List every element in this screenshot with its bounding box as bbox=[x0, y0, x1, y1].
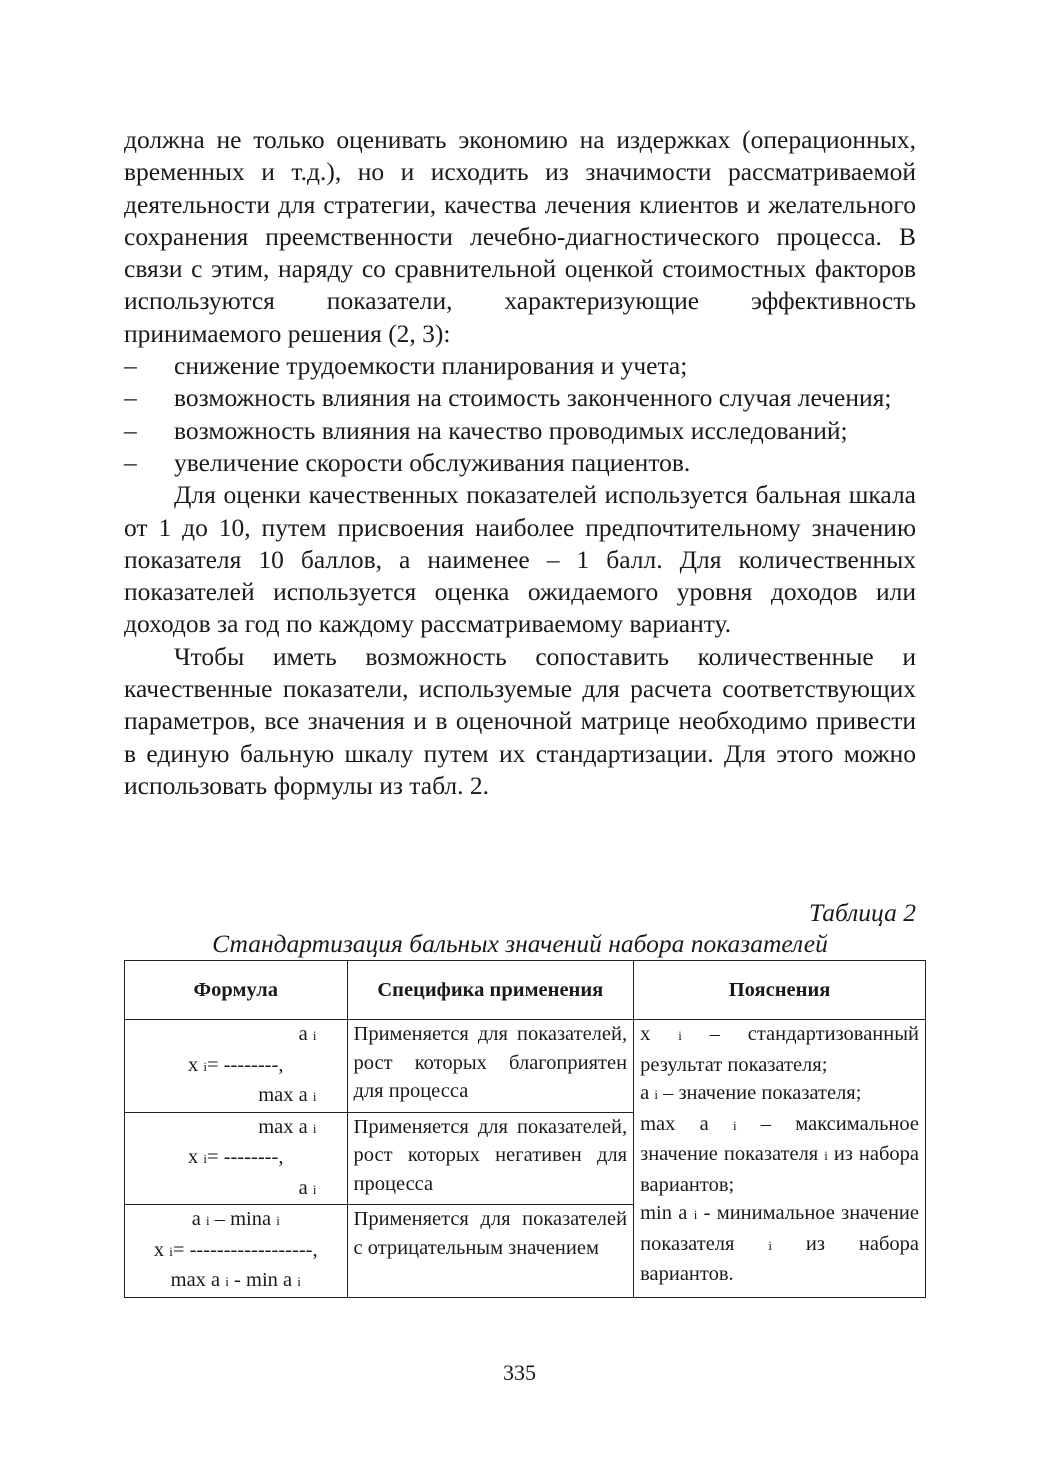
explanation-item: a i – значение показателя; bbox=[640, 1082, 862, 1104]
formula-lhs: x i= --------, bbox=[188, 1053, 284, 1076]
formula-lhs: x i= ------------------, bbox=[153, 1238, 318, 1261]
bullet-item bbox=[124, 350, 916, 382]
bullet-text: возможность влияния на стоимость законченного случая лечения; bbox=[174, 383, 892, 413]
usage-cell: Применяется для показателей, рост которых негативен для процесса bbox=[347, 1112, 634, 1205]
bullet-item bbox=[124, 382, 916, 414]
bullet-text: увеличение скорости обслуживания пациентов. bbox=[174, 447, 691, 477]
page-content bbox=[124, 124, 920, 1291]
explanations-cell bbox=[634, 1020, 926, 1298]
formula-numerator: a i – mina i bbox=[191, 1208, 280, 1230]
formula-denominator: a i bbox=[298, 1176, 317, 1199]
formula-cell bbox=[125, 1112, 348, 1205]
page-number: 335 bbox=[503, 1360, 536, 1385]
explanation-item: max a i – максимальное значение показателя i из набора вариантов; bbox=[640, 1112, 919, 1196]
header-explanations: Пояснения bbox=[634, 961, 926, 1020]
bullet-item bbox=[124, 447, 916, 479]
table-header-row bbox=[125, 961, 926, 1020]
formula-numerator: a i bbox=[298, 1023, 317, 1045]
bullet-text: снижение трудоемкости планирования и учета; bbox=[174, 351, 688, 381]
formula-cell bbox=[125, 1020, 348, 1113]
body-paragraph-2: Для оценки качественных показателей используется бальная шкала от 1 до 10, путем присвоения наиболее предпочтительному значению показателя 10 баллов, а наименее – 1 балл. Для количественных показателей используется оценка ожидаемого уровня доходов или доходов за год по каждому рассматриваемому варианту. bbox=[124, 480, 916, 639]
table-row bbox=[125, 1020, 926, 1113]
explanation-item: min a i - минимальное значение показателя i из набора вариантов. bbox=[640, 1202, 920, 1285]
formula-cell bbox=[125, 1205, 348, 1298]
formula-denominator: max a i - min a i bbox=[170, 1269, 301, 1291]
table-number-label: Таблица 2 bbox=[808, 898, 916, 927]
formula-denominator: max a i bbox=[258, 1084, 317, 1106]
bullet-dash: – bbox=[124, 447, 137, 477]
bullet-list bbox=[124, 350, 916, 479]
body-paragraph-3: Чтобы иметь возможность сопоставить количественные и качественные показатели, используемые для расчета соответствующих параметров, все значения и в оценочной матрице необходимо привести в единую бальную шкалу путем их стандартизации. Для этого можно использовать формулы из табл. 2. bbox=[124, 641, 916, 800]
formula-numerator: max a i bbox=[258, 1115, 317, 1138]
table-title: Стандартизация бальных значений набора показателей bbox=[212, 929, 828, 958]
bullet-text: возможность влияния на качество проводимых исследований; bbox=[174, 415, 848, 445]
formula-lhs: x i= --------, bbox=[188, 1146, 284, 1168]
standardization-table bbox=[124, 960, 926, 1298]
bullet-dash: – bbox=[124, 351, 137, 381]
header-formula: Формула bbox=[125, 961, 348, 1020]
header-usage: Специфика применения bbox=[347, 961, 634, 1020]
usage-cell: Применяется для показателей с отрицательным значением bbox=[347, 1205, 634, 1298]
bullet-item bbox=[124, 415, 916, 447]
body-paragraph-1: должна не только оценивать экономию на издержках (операционных, временных и т.д.), но и исходить из значимости рассматриваемой деятельности для стратегии, качества лечения клиентов и желательного сохранения преемственности лечебно-диагностического процесса. В связи с этим, наряду со сравнительной оценкой стоимостных факторов используются показатели, характеризующие эффективность принимаемого решения (2, 3): bbox=[124, 125, 916, 348]
usage-cell: Применяется для показателей, рост которых благоприятен для процесса bbox=[347, 1020, 634, 1113]
explanation-item: x i – стандартизованный результат показателя; bbox=[640, 1023, 919, 1076]
bullet-dash: – bbox=[124, 415, 137, 445]
bullet-dash: – bbox=[124, 383, 137, 413]
